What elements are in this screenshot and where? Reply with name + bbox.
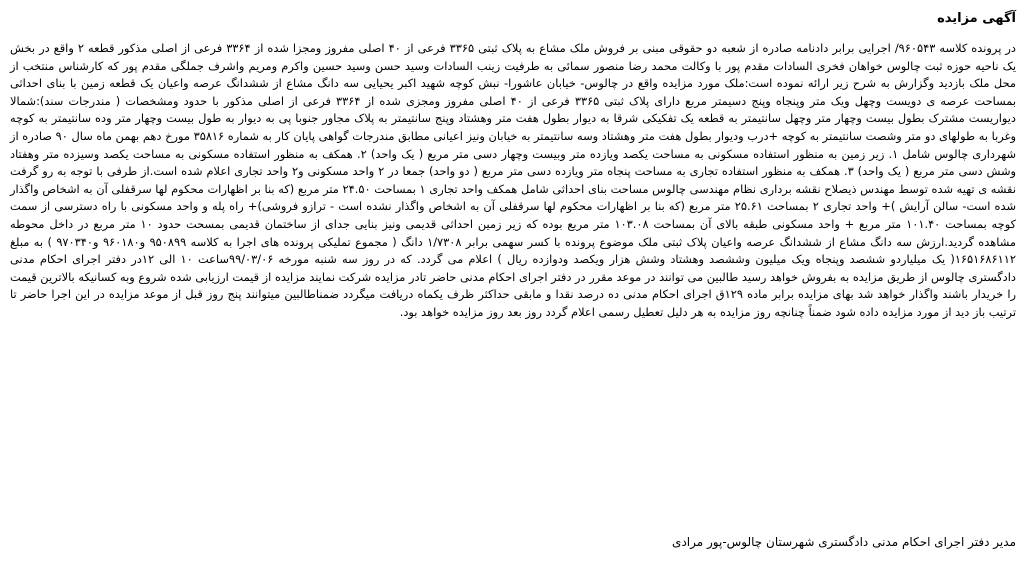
notice-title: آگهی مزایده xyxy=(937,11,1016,26)
notice-signature: مدیر دفتر اجرای احکام مدنی دادگستری شهرستان چالوس-پور مرادی xyxy=(672,535,1016,549)
notice-body-text: در پرونده کلاسه ۹۶۰۵۴۳/ اجرایی برابر دادنامه صادره از شعبه دو حقوقی مبنی بر فروش ملک مشاع به پلاک ثبتی ۳۳۶۵ فرعی از ۴۰ اصلی مفروز ومجزا شده از ۳۳۶۴ فرعی از اصلی مذکور قطعه ۲ واقع در بخش یک ناحیه حوزه ثبت چالوس خواهان فخری السادات مقدم پور با وکالت محمد رضا منصور سمائی به طرفیت زینب السادات وسید حسن وسید حسین واکرم ومریم واشرف جملگی مقدم پور که کارشناس منتخب از محل ملک بازدید وگزارش به شرح زیر ارائه نموده است:ملک مورد مزایده واقع در چالوس- خیابان عاشورا- نبش کوچه شهید اکبر یحیایی سه دانگ مشاع از ششدانگ عرصه واعیان یک قطعه زمین با بنای احداثی بمساحت عرصه ی دویست وچهل ویک متر وپنجاه وپنج دسیمتر مربع دارای پلاک ثبتی ۳۳۶۵ فرعی از ۴۰ اصلی مفروز ومجزی شده از ۳۳۶۴ فرعی از اصلی مذکور با حدود ومشخصات ( مندرجات سند):شمالا دیواریست مشترک بطول بیست وچهار متر وچهل سانتیمتر به قطعه یک تفکیکی شرقا به دیوار بطول هفت متر وهشتاد وپنج سانتیمتر به پلاک مجاور جنوبا پی به دیوار به طول بیست وچهار متر وده سانتیمتر به کوچه وغربا به طولهای دو متر وشصت سانتیمتر به کوچه +درب ودیوار بطول هفت متر وهشتاد وسه سانتیمتر به خیابان ونیز اعیانی مطابق مندرجات گواهی پایان کار به شماره ۳۵۸۱۶ مورخ دهم بهمن ماه سال ۹۰ صادره از شهرداری چالوس شامل ۱. زیر زمین به منظور استفاده مسکونی به مساحت یکصد ویازده متر وبیست وچهار دسی متر مربع ( یک واحد) ۲. همکف به منظور استفاده مسکونی به مساحت یکصد وسیزده متر وهفتاد وشش دسی متر مربع ( یک واحد) ۳. همکف به منظور استفاده تجاری به مساحت پنجاه متر ویازده دسی متر مربع ( دو واحد) جمعا در ۲ واحد مسکونی و۲ واحد تجاری اعلام شده است.از طرفی با توجه به رو گرفت نقشه ی تهیه شده توسط مهندس ذیصلاح نقشه برداری نظام مهندسی چالوس مساحت بنای احداثی شامل همکف واحد تجاری ۱ بمساحت ۲۴.۵۰ متر مربع (که بنا بر اظهارات محکوم لها سرقفلی آن به اشخاص واگذار شده است- سالن آرایش )+ واحد تجاری ۲ بمساحت ۲۵.۶۱ متر مربع (که بنا بر اظهارات محکوم لها سرقفلی آن به اشخاص واگذار نشده است - ترازو فروشی)+ راه پله و واحد مسکونی با راه دسترسی از سمت کوچه بمساحت ۱۰۱.۴۰ متر مربع + واحد مسکونی طبقه بالای آن بمساحت ۱۰۳.۰۸ متر مربع بوده که زیر زمین احداثی قدیمی ونیز بنایی جدای از ساختمان قدیمی بمسحت حدود ۱۰ متر مربع در داخل محوطه مشاهده گردید.ارزش سه دانگ مشاع از ششدانگ عرصه واعیان پلاک ثبتی ملک موضوع پرونده با کسر سهمی برابر ۱/۷۳۰۸ دانگ ( مجموع تملیکی پرونده های اجرا به کلاسه ۹۵۰۸۹۹ و۹۶۰۱۸۰ و۹۷۰۳۴۰ ) به مبلغ ۱۶۵۱۶۸۶۱۱۲( یک میلیاردو ششصد وپنجاه ویک میلیون وششصد وهشتاد وشش هزار ویکصد ودوازده ریال ) اعلام می گردد. که در روز سه شنبه مورخه ۹۹/۰۳/۰۶ساعت ۱۰ الی ۱۲در دفتر اجرای احکام مدنی دادگستری چالوس از طریق مزایده به بفروش خواهد رسید طالبین می توانند در موعد مقرر در دفتر اجرای احکام مدنی حاضر تادر مزایده شرکت نمایند مزایده از قیمت ارزیابی شده شروع وبه کسانیکه بالاترین قیمت را خریدار باشند واگذار خواهد شد بهای مزایده برابر ماده ۱۲۹ق اجرای احکام مدنی ده درصد نقدا و مابقی حداکثر ظرف یکماه دریافت میگردد ضمناطالبین میتوانند پنج روز قبل از موعد مزایده در این اجرا حاضر تا ترتیب باز دید از مورد مزایده داده شود ضمناً چنانچه روز مزایده به هر دلیل تعطیل رسمی اعلام گردد روز بعد روز مزایده خواهد بود. xyxy=(10,41,1017,319)
